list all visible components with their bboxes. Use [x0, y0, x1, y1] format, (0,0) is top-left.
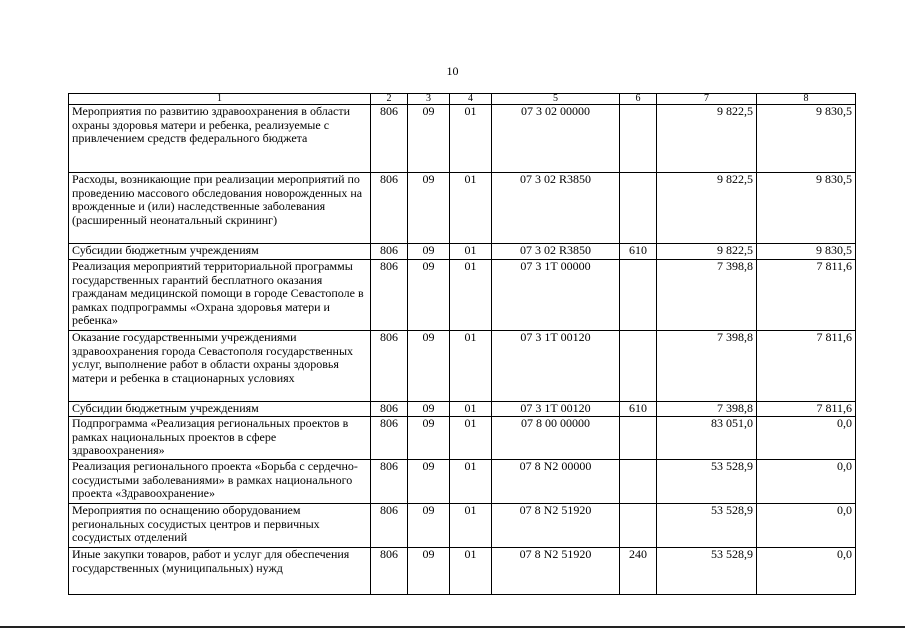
row-name-cell: Подпрограмма «Реализация региональных проектов в рамках национальных проектов в сфере здравоохранения»: [69, 417, 371, 460]
row-name-cell: Реализация мероприятий территориальной программы государственных гарантий бесплатного оказания гражданам медицинской помощи в городе Севастополе в рамках подпрограммы «Охрана здоровья матери и ребенка»: [69, 260, 371, 331]
ministry-code-cell: 806: [371, 417, 408, 460]
table-row: [69, 548, 856, 595]
amount-year2-cell: 9 830,5: [757, 105, 856, 173]
target-article-cell: 07 3 1Т 00000: [492, 260, 620, 331]
column-header: 7: [657, 94, 757, 105]
amount-year1-cell: 9 822,5: [657, 244, 757, 260]
page-number: 10: [446, 64, 459, 78]
row-name-cell: Субсидии бюджетным учреждениям: [69, 244, 371, 260]
amount-year2-cell: 7 811,6: [757, 331, 856, 402]
row-name-cell: Реализация регионального проекта «Борьба с сердечно-сосудистыми заболеваниями» в рамках национального проекта «Здравоохранение»: [69, 460, 371, 504]
amount-year2-cell: 9 830,5: [757, 173, 856, 244]
column-header: 6: [620, 94, 657, 105]
ministry-code-cell: 806: [371, 548, 408, 595]
amount-year1-cell: 53 528,9: [657, 548, 757, 595]
row-name-cell: Расходы, возникающие при реализации мероприятий по проведению массового обследования новорожденных на врожденные и (или) наследственные заболевания (расширенный неонатальный скрининг): [69, 173, 371, 244]
expense-type-cell: 240: [620, 548, 657, 595]
column-header: 3: [408, 94, 450, 105]
section-cell: 09: [408, 173, 450, 244]
subsection-cell: 01: [450, 105, 492, 173]
section-cell: 09: [408, 417, 450, 460]
amount-year2-cell: 0,0: [757, 460, 856, 504]
column-header: 5: [492, 94, 620, 105]
bottom-scan-edge: [0, 626, 905, 628]
subsection-cell: 01: [450, 460, 492, 504]
row-name-cell: Оказание государственными учреждениями здравоохранения города Севастополя государственных услуг, выполнение работ в области охраны здоровья матери и ребенка в стационарных условиях: [69, 331, 371, 402]
amount-year1-cell: 7 398,8: [657, 402, 757, 417]
expense-type-cell: [620, 417, 657, 460]
table-header-row: [69, 94, 856, 105]
amount-year1-cell: 53 528,9: [657, 460, 757, 504]
amount-year2-cell: 7 811,6: [757, 402, 856, 417]
row-name-cell: Мероприятия по оснащению оборудованием региональных сосудистых центров и первичных сосудистых отделений: [69, 504, 371, 548]
ministry-code-cell: 806: [371, 460, 408, 504]
row-name-cell: Иные закупки товаров, работ и услуг для обеспечения государственных (муниципальных) нужд: [69, 548, 371, 595]
amount-year1-cell: 7 398,8: [657, 260, 757, 331]
table-row: [69, 244, 856, 260]
table-row: [69, 460, 856, 504]
ministry-code-cell: 806: [371, 260, 408, 331]
expense-type-cell: [620, 460, 657, 504]
subsection-cell: 01: [450, 260, 492, 331]
target-article-cell: 07 3 02 R3850: [492, 244, 620, 260]
section-cell: 09: [408, 260, 450, 331]
subsection-cell: 01: [450, 417, 492, 460]
amount-year1-cell: 53 528,9: [657, 504, 757, 548]
section-cell: 09: [408, 504, 450, 548]
target-article-cell: 07 8 N2 51920: [492, 548, 620, 595]
amount-year1-cell: 83 051,0: [657, 417, 757, 460]
target-article-cell: 07 8 N2 00000: [492, 460, 620, 504]
ministry-code-cell: 806: [371, 504, 408, 548]
ministry-code-cell: 806: [371, 402, 408, 417]
target-article-cell: 07 3 02 R3850: [492, 173, 620, 244]
budget-table: [68, 93, 856, 595]
table-row: [69, 105, 856, 173]
column-header: 1: [69, 94, 371, 105]
amount-year2-cell: 0,0: [757, 417, 856, 460]
ministry-code-cell: 806: [371, 173, 408, 244]
amount-year1-cell: 9 822,5: [657, 105, 757, 173]
amount-year2-cell: 0,0: [757, 504, 856, 548]
target-article-cell: 07 3 1Т 00120: [492, 331, 620, 402]
expense-type-cell: [620, 173, 657, 244]
column-header: 8: [757, 94, 856, 105]
expense-type-cell: 610: [620, 402, 657, 417]
expense-type-cell: [620, 331, 657, 402]
subsection-cell: 01: [450, 548, 492, 595]
amount-year1-cell: 7 398,8: [657, 331, 757, 402]
amount-year2-cell: 9 830,5: [757, 244, 856, 260]
table-row: [69, 173, 856, 244]
expense-type-cell: 610: [620, 244, 657, 260]
column-header: 2: [371, 94, 408, 105]
ministry-code-cell: 806: [371, 244, 408, 260]
row-name-cell: Субсидии бюджетным учреждениям: [69, 402, 371, 417]
row-name-cell: Мероприятия по развитию здравоохранения в области охраны здоровья матери и ребенка, реализуемые с привлечением средств федерального бюджета: [69, 105, 371, 173]
amount-year1-cell: 9 822,5: [657, 173, 757, 244]
section-cell: 09: [408, 548, 450, 595]
expense-type-cell: [620, 105, 657, 173]
subsection-cell: 01: [450, 331, 492, 402]
subsection-cell: 01: [450, 402, 492, 417]
expense-type-cell: [620, 260, 657, 331]
table-row: [69, 260, 856, 331]
section-cell: 09: [408, 331, 450, 402]
target-article-cell: 07 3 02 00000: [492, 105, 620, 173]
subsection-cell: 01: [450, 504, 492, 548]
ministry-code-cell: 806: [371, 331, 408, 402]
expense-type-cell: [620, 504, 657, 548]
table-row: [69, 402, 856, 417]
section-cell: 09: [408, 402, 450, 417]
table-row: [69, 504, 856, 548]
table-row: [69, 331, 856, 402]
target-article-cell: 07 8 00 00000: [492, 417, 620, 460]
amount-year2-cell: 0,0: [757, 548, 856, 595]
ministry-code-cell: 806: [371, 105, 408, 173]
section-cell: 09: [408, 244, 450, 260]
table-row: [69, 417, 856, 460]
subsection-cell: 01: [450, 244, 492, 260]
target-article-cell: 07 8 N2 51920: [492, 504, 620, 548]
subsection-cell: 01: [450, 173, 492, 244]
section-cell: 09: [408, 105, 450, 173]
column-header: 4: [450, 94, 492, 105]
target-article-cell: 07 3 1Т 00120: [492, 402, 620, 417]
amount-year2-cell: 7 811,6: [757, 260, 856, 331]
section-cell: 09: [408, 460, 450, 504]
